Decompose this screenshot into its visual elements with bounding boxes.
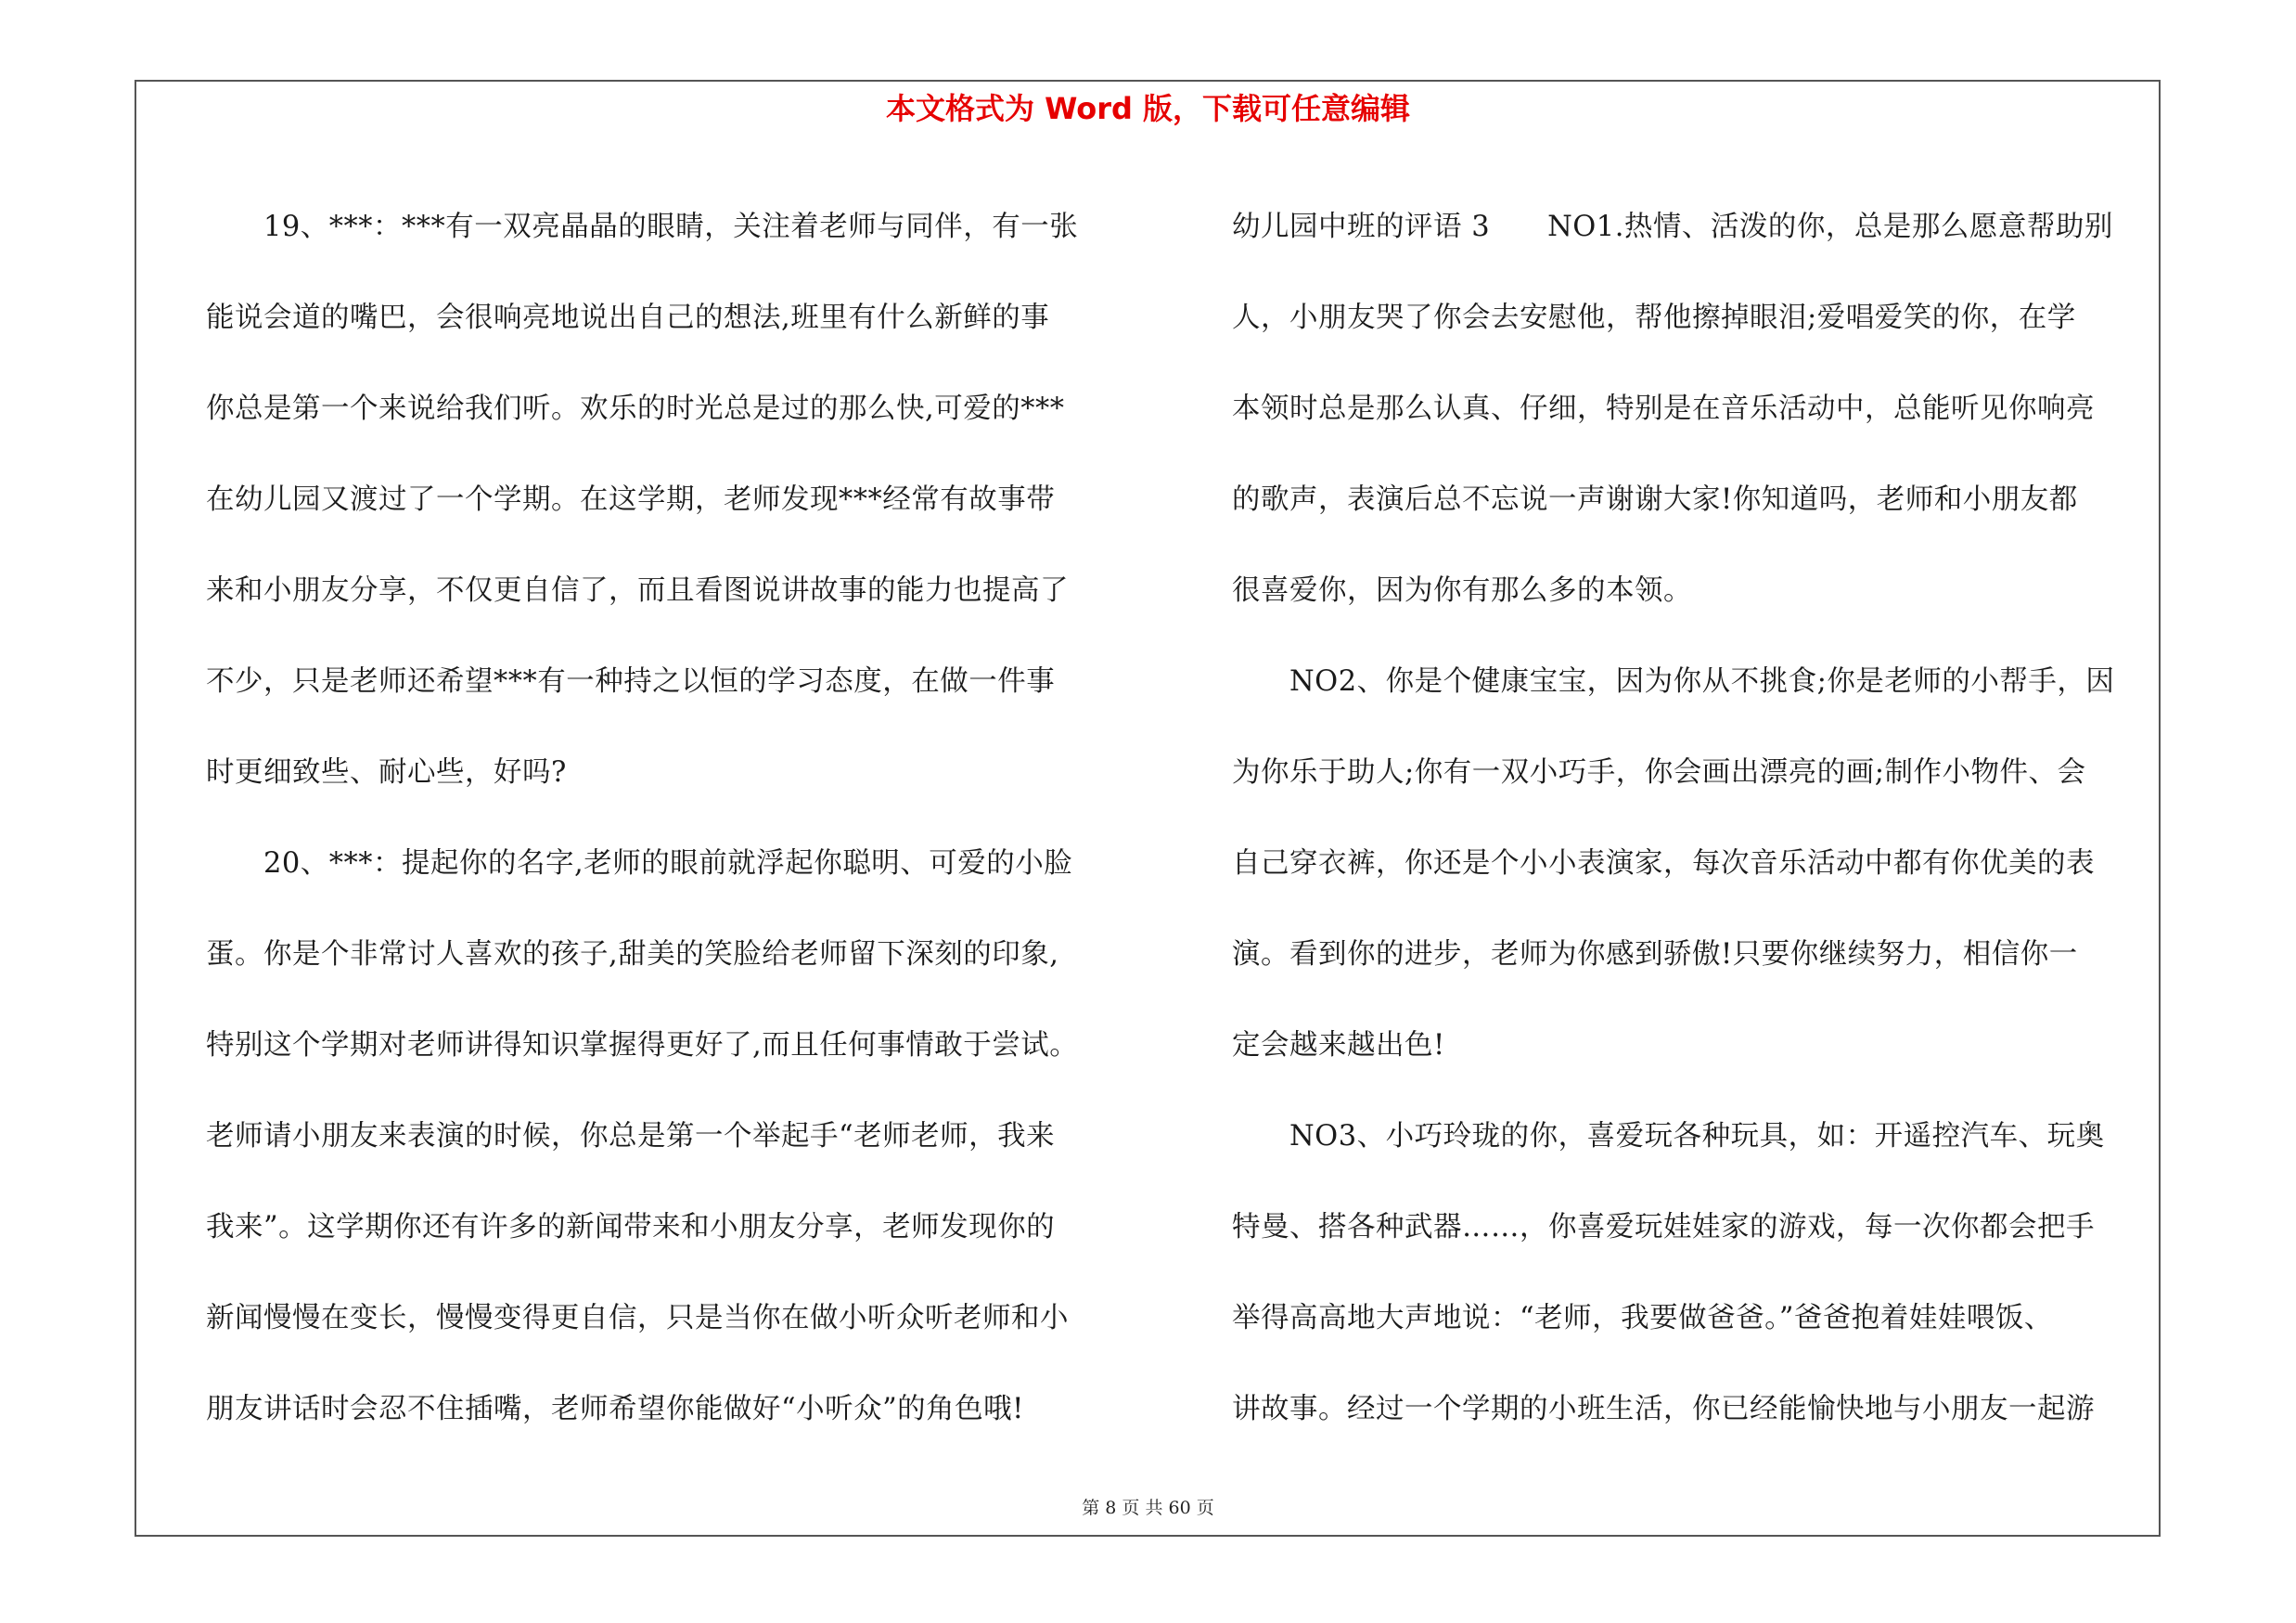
text-line: 特别这个学期对老师讲得知识掌握得更好了,而且任何事情敢于尝试。 [206, 1029, 1079, 1062]
text-line: 19、***：***有一双亮晶晶的眼睛，关注着老师与同伴，有一张 [206, 211, 1079, 243]
text-line: 新闻慢慢在变长，慢慢变得更自信，只是当你在做小听众听老师和小 [206, 1302, 1069, 1334]
right-column [1232, 182, 2160, 1455]
text-line: 幼儿园中班的评语 3 NO1.热情、活泼的你，总是那么愿意帮助别 [1232, 211, 2113, 243]
format-banner: 本文格式为 Word 版，下载可任意编辑 [885, 91, 1411, 126]
text-line: 能说会道的嘴巴，会很响亮地说出自己的想法,班里有什么新鲜的事 [206, 302, 1050, 334]
paragraph-no3 [1232, 1091, 2160, 1455]
text-line: 为你乐于助人;你有一双小巧手，你会画出漂亮的画;制作小物件、会 [1232, 756, 2086, 789]
text-line: 老师请小朋友来表演的时候，你总是第一个举起手“老师老师，我来 [206, 1120, 1056, 1153]
page-number: 第 8 页 共 60 页 [1082, 1498, 1214, 1518]
text-line: 我来”。这学期你还有许多的新闻带来和小朋友分享，老师发现你的 [206, 1211, 1056, 1243]
text-line: 时更细致些、耐心些，好吗? [206, 756, 567, 789]
text-line: 本领时总是那么认真、仔细，特别是在音乐活动中，总能听见你响亮 [1232, 393, 2095, 425]
text-line: NO3、小巧玲珑的你，喜爱玩各种玩具，如：开遥控汽车、玩奥 [1232, 1120, 2105, 1153]
text-line: 朋友讲话时会忍不住插嘴，老师希望你能做好“小听众”的角色哦! [206, 1393, 1024, 1425]
text-line: 自己穿衣裤，你还是个小小表演家，每次音乐活动中都有你优美的表 [1232, 847, 2095, 880]
text-line: 你总是第一个来说给我们听。欢乐的时光总是过的那么快,可爱的*** [206, 393, 1065, 425]
text-line: 特曼、搭各种武器……，你喜爱玩娃娃家的游戏，每一次你都会把手 [1232, 1211, 2095, 1243]
text-line: 演。看到你的进步，老师为你感到骄傲!只要你继续努力，相信你一 [1232, 938, 2078, 971]
text-line: 讲故事。经过一个学期的小班生活，你已经能愉快地与小朋友一起游 [1232, 1393, 2095, 1425]
text-line: 的歌声，表演后总不忘说一声谢谢大家!你知道吗，老师和小朋友都 [1232, 483, 2078, 516]
text-line: 人，小朋友哭了你会去安慰他，帮他擦掉眼泪;爱唱爱笑的你，在学 [1232, 302, 2076, 334]
text-line: 不少，只是老师还希望***有一种持之以恒的学习态度，在做一件事 [206, 665, 1056, 698]
paragraph-no2 [1232, 637, 2160, 1091]
left-column [206, 182, 1161, 1455]
text-line: 20、***：提起你的名字,老师的眼前就浮起你聪明、可爱的小脸 [206, 847, 1073, 880]
text-line: 很喜爱你，因为你有那么多的本领。 [1232, 574, 1692, 607]
text-line: 来和小朋友分享，不仅更自信了，而且看图说讲故事的能力也提高了 [206, 574, 1069, 607]
text-line: 举得高高地大声地说：“老师，我要做爸爸。”爸爸抱着娃娃喂饭、 [1232, 1302, 2053, 1334]
text-line: 蛋。你是个非常讨人喜欢的孩子,甜美的笑脸给老师留下深刻的印象, [206, 938, 1059, 971]
text-line: 在幼儿园又渡过了一个学期。在这学期，老师发现***经常有故事带 [206, 483, 1056, 516]
text-line: 定会越来越出色! [1232, 1029, 1445, 1062]
paragraph-no1 [1232, 182, 2160, 637]
text-line: NO2、你是个健康宝宝，因为你从不挑食;你是老师的小帮手，因 [1232, 665, 2115, 698]
